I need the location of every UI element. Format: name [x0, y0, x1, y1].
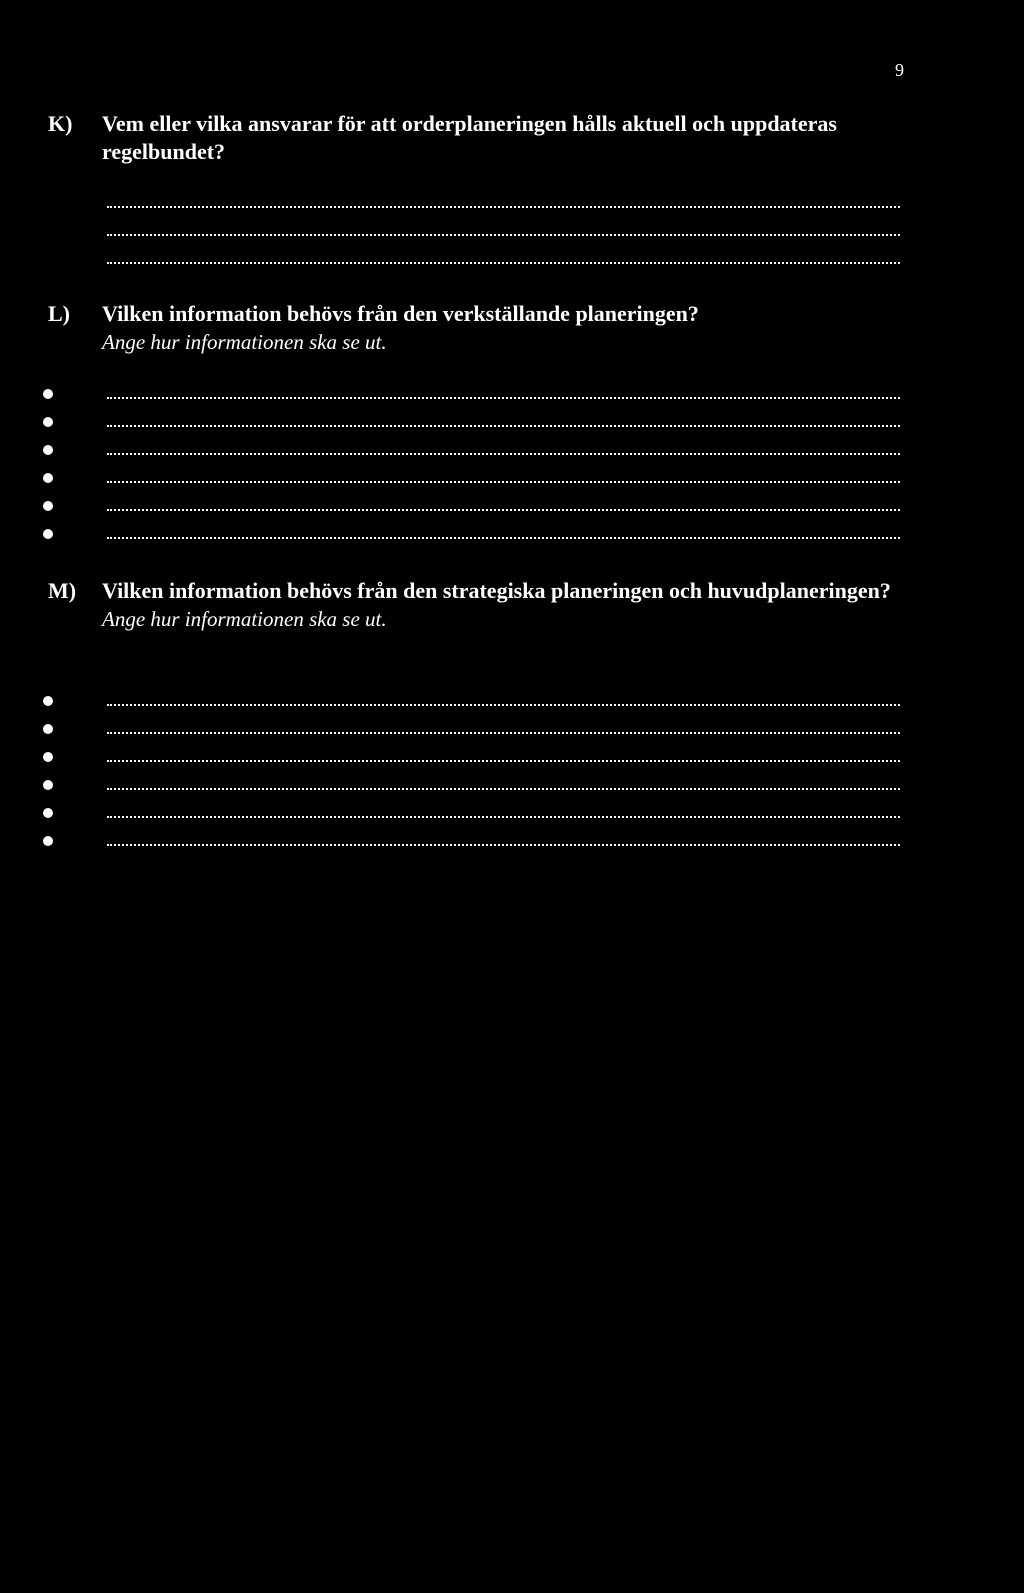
question-l-letter: L) — [48, 301, 70, 326]
question-m-text: Vilken information behövs från den strategiska planeringen och huvudplaneringen? — [102, 578, 891, 603]
bullet-icon — [43, 417, 53, 427]
question-m — [48, 577, 948, 633]
answer-line-m-1[interactable] — [107, 704, 900, 706]
question-l-text: Vilken information behövs från den verkställande planeringen? — [102, 301, 699, 326]
question-m-hint: Ange hur informationen ska se ut. — [102, 607, 387, 631]
question-k-letter: K) — [48, 111, 73, 136]
question-l — [48, 300, 948, 356]
answer-line-k-2[interactable] — [107, 234, 900, 236]
question-k-text: Vem eller vilka ansvarar för att orderplaneringen hålls aktuell och uppdateras regelbundet? — [102, 111, 837, 164]
bullet-icon — [43, 724, 53, 734]
bullet-icon — [43, 836, 53, 846]
answer-line-m-3[interactable] — [107, 760, 900, 762]
answer-line-m-2[interactable] — [107, 732, 900, 734]
answer-line-l-1[interactable] — [107, 397, 900, 399]
bullet-icon — [43, 445, 53, 455]
bullet-icon — [43, 473, 53, 483]
answer-line-l-5[interactable] — [107, 509, 900, 511]
answer-line-k-3[interactable] — [107, 262, 900, 264]
bullet-icon — [43, 529, 53, 539]
answer-line-k-1[interactable] — [107, 206, 900, 208]
bullet-icon — [43, 389, 53, 399]
bullet-icon — [43, 780, 53, 790]
answer-line-l-2[interactable] — [107, 425, 900, 427]
question-l-hint: Ange hur informationen ska se ut. — [102, 330, 387, 354]
question-k — [48, 110, 948, 166]
answer-line-l-4[interactable] — [107, 481, 900, 483]
answer-line-l-3[interactable] — [107, 453, 900, 455]
bullet-icon — [43, 501, 53, 511]
bullet-icon — [43, 752, 53, 762]
question-m-letter: M) — [48, 578, 77, 603]
bullet-icon — [43, 808, 53, 818]
answer-line-m-6[interactable] — [107, 844, 900, 846]
answer-line-m-5[interactable] — [107, 816, 900, 818]
answer-line-m-4[interactable] — [107, 788, 900, 790]
bullet-icon — [43, 696, 53, 706]
answer-line-l-6[interactable] — [107, 537, 900, 539]
page-number: 9 — [895, 60, 904, 80]
